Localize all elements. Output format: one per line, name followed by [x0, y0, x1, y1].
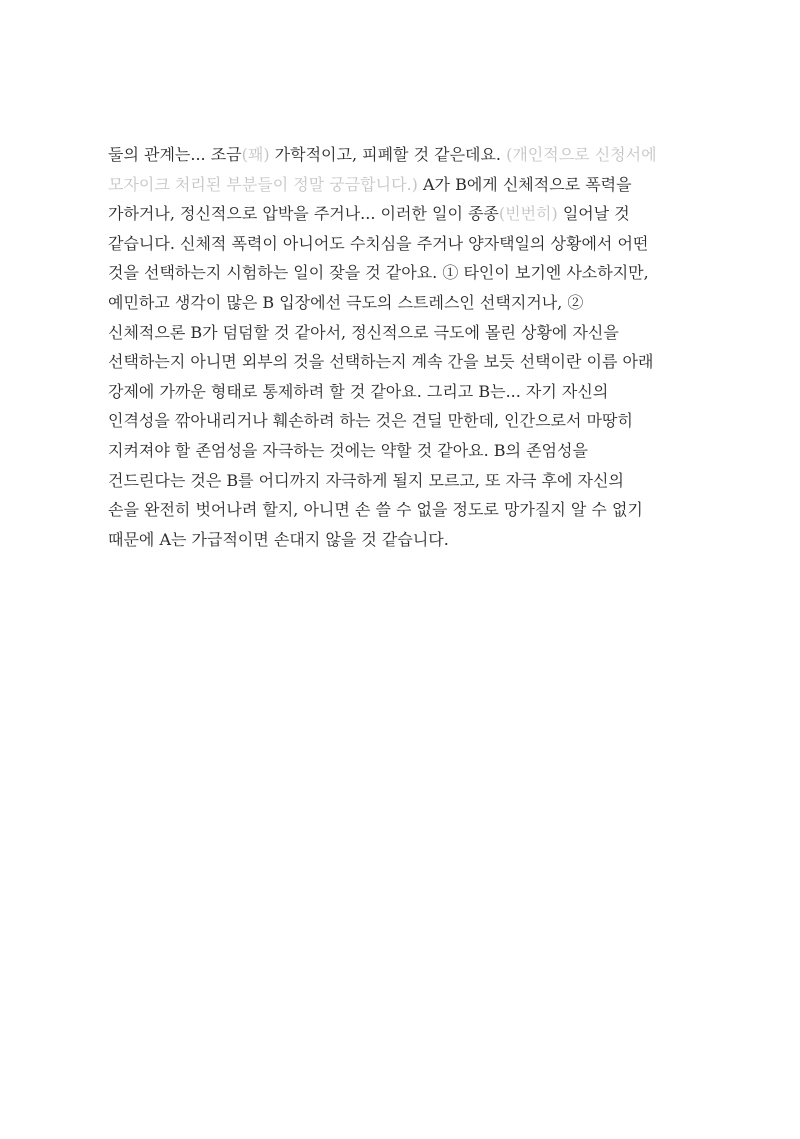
faded-text-segment: (꽤) [241, 145, 270, 164]
text-segment: 가하거나, 정신적으로 압박을 주거나... 이러한 일이 종종 [108, 204, 499, 224]
text-segment: A가 B에게 신체적으로 폭력을 [417, 174, 632, 194]
text-segment: 둘의 관계는... 조금 [108, 145, 242, 164]
faded-text-segment: (빈번히) [498, 204, 558, 224]
text-segment: 예민하고 생각이 많은 B 입장에선 극도의 스트레스인 선택지거나, ② [108, 292, 584, 312]
body-paragraph [108, 140, 708, 554]
text-segment: 가학적이고, 피폐할 것 같은데요. [269, 145, 507, 164]
text-line [108, 525, 708, 555]
text-line [108, 288, 708, 318]
text-line [108, 229, 708, 259]
text-line [108, 406, 708, 436]
text-line [108, 318, 708, 348]
text-segment: 강제에 가까운 형태로 통제하려 할 것 같아요. 그리고 B는... 자기 자신의 [108, 381, 609, 401]
text-line [108, 466, 708, 496]
text-line [108, 140, 708, 170]
text-line [108, 495, 708, 525]
text-segment: 신체적으론 B가 덤덤할 것 같아서, 정신적으로 극도에 몰린 상황에 자신을 [108, 322, 619, 342]
text-line [108, 377, 708, 407]
text-line [108, 347, 708, 377]
text-segment: 선택하는지 아니면 외부의 것을 선택하는지 계속 간을 보듯 선택이란 이름 아래 [108, 352, 654, 372]
text-segment: 일어날 것 [557, 204, 630, 224]
text-segment: 때문에 A는 가급적이면 손대지 않을 것 같습니다. [108, 529, 449, 549]
text-segment: 손을 완전히 벗어나려 할지, 아니면 손 쓸 수 없을 정도로 망가질지 알 수 없기 [108, 500, 643, 520]
text-line [108, 436, 708, 466]
text-segment: 인격성을 깎아내리거나 훼손하려 하는 것은 견딜 만한데, 인간으로서 마땅히 [108, 411, 633, 431]
text-segment: 건드린다는 것은 B를 어디까지 자극하게 될지 모르고, 또 자극 후에 자신의 [108, 470, 624, 490]
faded-text-segment: 모자이크 처리된 부분들이 정말 궁금합니다.) [108, 174, 418, 194]
text-segment: 같습니다. 신체적 폭력이 아니어도 수치심을 주거나 양자택일의 상황에서 어떤 [108, 233, 649, 253]
text-segment: 지켜져야 할 존엄성을 자극하는 것에는 약할 것 같아요. B의 존엄성을 [108, 440, 588, 460]
faded-text-segment: (개인적으로 신청서에 [506, 145, 657, 164]
text-segment: 것을 선택하는지 시험하는 일이 잦을 것 같아요. ① 타인이 보기엔 사소하지만, [108, 263, 649, 283]
text-line [108, 170, 708, 200]
text-line [108, 258, 708, 288]
text-line [108, 199, 708, 229]
